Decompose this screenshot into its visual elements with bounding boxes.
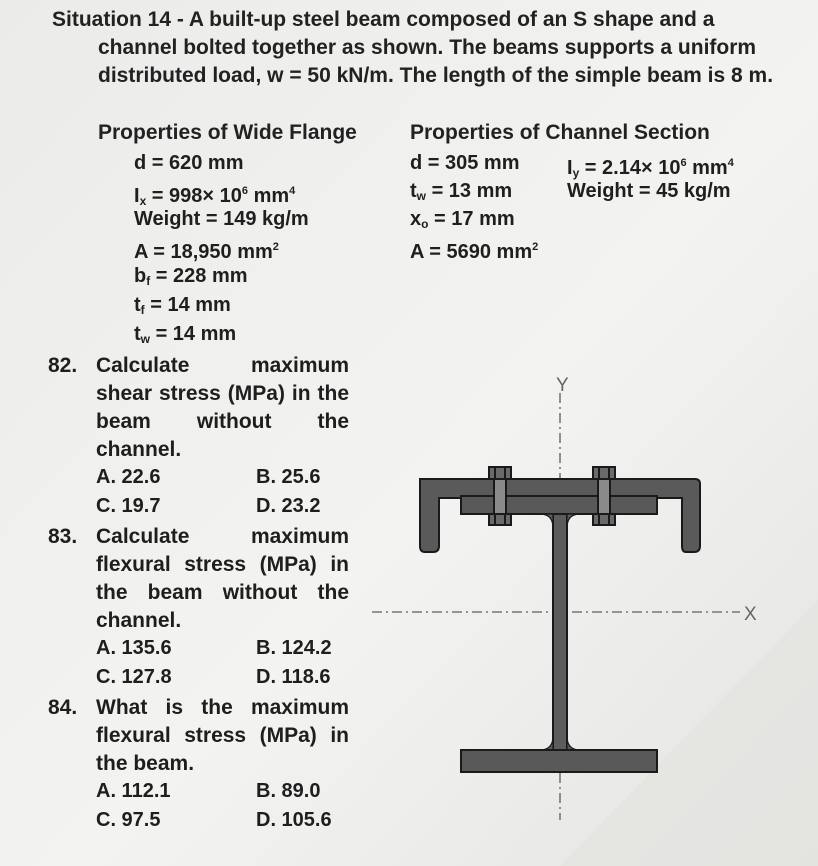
q82-choice-c[interactable]: C. 19.7	[96, 495, 161, 517]
question-text: Calculate maximum flexural stress (MPa) in the beam without the channel.	[96, 525, 349, 632]
x-axis-label: X	[744, 604, 757, 625]
q82-choice-b[interactable]: B. 25.6	[256, 466, 321, 488]
q82-choice-d[interactable]: D. 23.2	[256, 495, 321, 517]
top-flange	[461, 496, 657, 514]
question-number: 82.	[48, 354, 78, 377]
ch-weight: Weight = 45 kg/m	[567, 180, 731, 202]
ch-web-thickness: $t_w = 13$ mm	[410, 180, 513, 203]
wf-weight: Weight = 149 kg/m	[134, 208, 309, 230]
web	[553, 514, 567, 750]
question-number: 84.	[48, 696, 78, 719]
channel-title: Properties of Channel Section	[410, 121, 710, 144]
wide-flange-title: Properties of Wide Flange	[98, 121, 357, 144]
q83-choice-d[interactable]: D. 118.6	[256, 666, 331, 688]
y-axis-label: Y	[556, 375, 569, 396]
question-text: Calculate maximum shear stress (MPa) in the beam without the channel.	[96, 354, 349, 461]
situation-line-2: channel bolted together as shown. The beams supports a uniform	[98, 36, 757, 59]
wf-web-thickness: $t_w = 14$ mm	[134, 323, 237, 346]
q84-choice-c[interactable]: C. 97.5	[96, 809, 161, 831]
ch-area: A = 5690 $mm^2$	[410, 241, 539, 263]
ch-depth: d = 305 mm	[410, 152, 520, 174]
wf-area: A = 18,950 $mm^2$	[134, 241, 279, 263]
question-text: What is the maximum flexural stress (MPa) in the beam.	[96, 696, 349, 775]
q83-choice-a[interactable]: A. 135.6	[96, 637, 172, 659]
wf-flange-thickness: $t_f = 14$ mm	[134, 294, 231, 317]
wf-flange-width: $b_f = 228$ mm	[134, 265, 248, 288]
q83-choice-b[interactable]: B. 124.2	[256, 637, 332, 659]
q84-choice-d[interactable]: D. 105.6	[256, 809, 332, 831]
situation-line-1: - A built-up steel beam composed of an S shape and a	[171, 8, 715, 31]
ch-moment-of-inertia-y: $I_y = 2.14\times 10^6$ $mm^4$	[567, 157, 734, 180]
situation-line-3: distributed load, w = 50 kN/m. The length of the simple beam is 8 m.	[98, 64, 774, 87]
q83-choice-c[interactable]: C. 127.8	[96, 666, 172, 688]
q84-choice-a[interactable]: A. 112.1	[96, 780, 171, 802]
bottom-flange	[461, 750, 657, 772]
wf-depth: d = 620 mm	[134, 152, 244, 174]
ch-centroid-offset: $x_o = 17$ mm	[410, 208, 515, 231]
situation-heading: Situation 14	[52, 8, 172, 31]
q84-choice-b[interactable]: B. 89.0	[256, 780, 321, 802]
wf-moment-of-inertia: $I_x = 998\times 10^6$ $mm^4$	[134, 185, 296, 208]
question-number: 83.	[48, 525, 78, 548]
q82-choice-a[interactable]: A. 22.6	[96, 466, 161, 488]
